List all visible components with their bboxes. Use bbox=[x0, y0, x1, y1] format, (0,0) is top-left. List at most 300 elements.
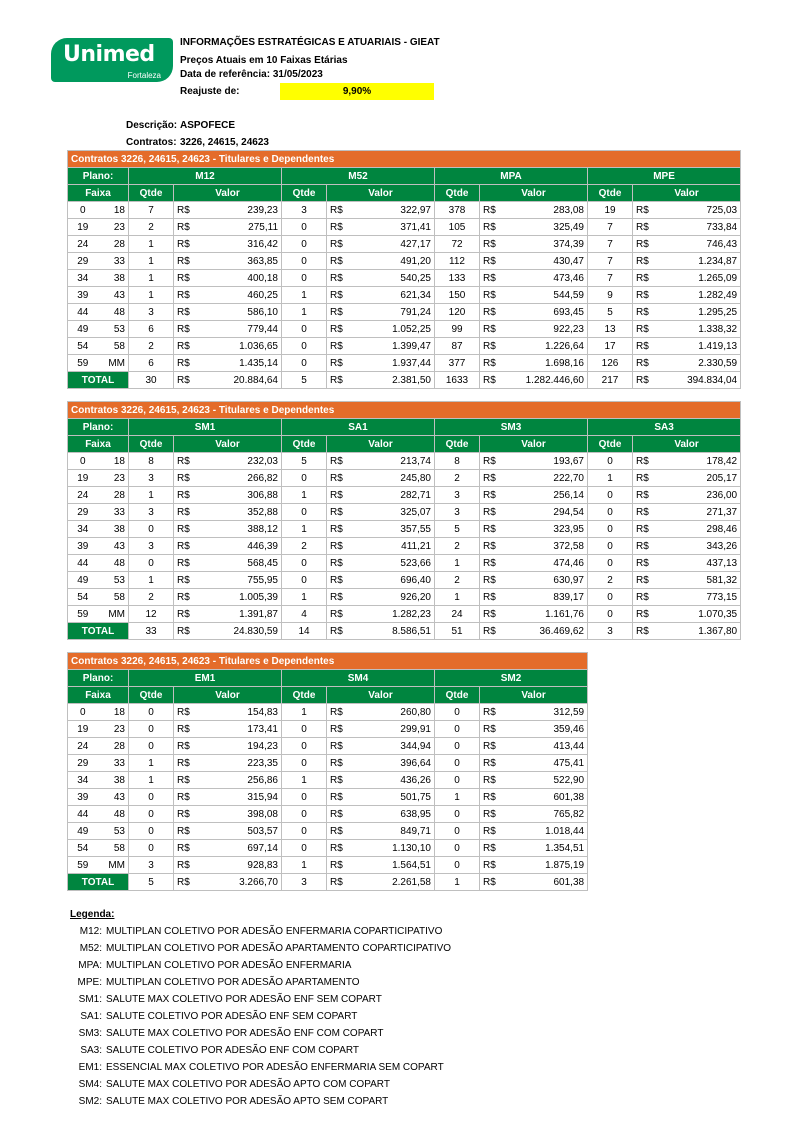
currency-cell: R$ bbox=[480, 704, 502, 721]
faixa-end: 28 bbox=[98, 236, 129, 253]
legend-code: SM3: bbox=[78, 1028, 102, 1039]
qtde-cell: 7 bbox=[588, 219, 633, 236]
qtde-cell: 0 bbox=[435, 823, 480, 840]
qtde-cell: 0 bbox=[129, 738, 174, 755]
faixa-end: 28 bbox=[98, 738, 129, 755]
faixa-start: 24 bbox=[68, 236, 98, 253]
currency-cell: R$ bbox=[327, 538, 349, 555]
faixa-end: 53 bbox=[98, 321, 129, 338]
qtde-cell: 2 bbox=[435, 538, 480, 555]
total-qtde: 217 bbox=[588, 372, 633, 389]
valor-cell: 236,00 bbox=[655, 487, 741, 504]
qtde-cell: 0 bbox=[129, 806, 174, 823]
qtde-cell: 19 bbox=[588, 202, 633, 219]
qtde-cell: 1 bbox=[282, 304, 327, 321]
valor-cell: 323,95 bbox=[502, 521, 588, 538]
total-valor: 20.884,64 bbox=[196, 372, 282, 389]
currency-cell: R$ bbox=[480, 589, 502, 606]
valor-header: Valor bbox=[174, 687, 282, 704]
qtde-cell: 3 bbox=[435, 487, 480, 504]
faixa-start: 44 bbox=[68, 806, 98, 823]
valor-cell: 586,10 bbox=[196, 304, 282, 321]
valor-cell: 779,44 bbox=[196, 321, 282, 338]
valor-cell: 697,14 bbox=[196, 840, 282, 857]
valor-cell: 1.937,44 bbox=[349, 355, 435, 372]
qtde-cell: 0 bbox=[282, 504, 327, 521]
valor-cell: 312,59 bbox=[502, 704, 588, 721]
contratos-label: Contratos: bbox=[126, 137, 177, 148]
valor-cell: 568,45 bbox=[196, 555, 282, 572]
faixa-end: 48 bbox=[98, 806, 129, 823]
qtde-cell: 0 bbox=[435, 806, 480, 823]
qtde-cell: 17 bbox=[588, 338, 633, 355]
valor-cell: 260,80 bbox=[349, 704, 435, 721]
price-table-3 bbox=[67, 652, 588, 891]
valor-cell: 372,58 bbox=[502, 538, 588, 555]
plan-name: SM4 bbox=[282, 670, 435, 687]
currency-cell: R$ bbox=[633, 304, 655, 321]
currency-cell: R$ bbox=[327, 857, 349, 874]
legend-code: SM2: bbox=[78, 1096, 102, 1107]
faixa-end: 18 bbox=[98, 704, 129, 721]
total-valor: 24.830,59 bbox=[196, 623, 282, 640]
qtde-cell: 0 bbox=[435, 738, 480, 755]
table-row bbox=[68, 521, 741, 538]
table-row bbox=[68, 857, 588, 874]
valor-cell: 437,13 bbox=[655, 555, 741, 572]
valor-cell: 1.234,87 bbox=[655, 253, 741, 270]
valor-cell: 436,26 bbox=[349, 772, 435, 789]
currency-cell: R$ bbox=[327, 236, 349, 253]
valor-cell: 540,25 bbox=[349, 270, 435, 287]
currency-cell: R$ bbox=[174, 806, 196, 823]
currency-cell: R$ bbox=[327, 840, 349, 857]
valor-cell: 693,45 bbox=[502, 304, 588, 321]
qtde-cell: 2 bbox=[435, 470, 480, 487]
valor-cell: 1.564,51 bbox=[349, 857, 435, 874]
valor-cell: 1.036,65 bbox=[196, 338, 282, 355]
currency-cell: R$ bbox=[327, 270, 349, 287]
qtde-cell: 5 bbox=[282, 453, 327, 470]
valor-cell: 1.018,44 bbox=[502, 823, 588, 840]
table-row bbox=[68, 738, 588, 755]
report-title: INFORMAÇÕES ESTRATÉGICAS E ATUARIAIS - GIEAT bbox=[180, 37, 440, 48]
valor-cell: 765,82 bbox=[502, 806, 588, 823]
table-row bbox=[68, 704, 588, 721]
qtde-cell: 7 bbox=[588, 270, 633, 287]
table-row bbox=[68, 304, 741, 321]
valor-cell: 1.419,13 bbox=[655, 338, 741, 355]
qtde-cell: 0 bbox=[282, 806, 327, 823]
table-row bbox=[68, 355, 741, 372]
total-qtde: 33 bbox=[129, 623, 174, 640]
valor-cell: 630,97 bbox=[502, 572, 588, 589]
legend-item bbox=[70, 1093, 451, 1110]
table-row bbox=[68, 287, 741, 304]
qtde-cell: 1 bbox=[435, 555, 480, 572]
valor-cell: 266,82 bbox=[196, 470, 282, 487]
qtde-cell: 3 bbox=[282, 202, 327, 219]
valor-cell: 746,43 bbox=[655, 236, 741, 253]
valor-cell: 315,94 bbox=[196, 789, 282, 806]
total-qtde: 5 bbox=[282, 372, 327, 389]
legend-text: SALUTE COLETIVO POR ADESÃO ENF COM COPART bbox=[106, 1045, 360, 1056]
valor-cell: 1.282,49 bbox=[655, 287, 741, 304]
qtde-cell: 1 bbox=[129, 253, 174, 270]
plano-label: Plano: bbox=[68, 419, 129, 436]
valor-cell: 928,83 bbox=[196, 857, 282, 874]
valor-cell: 283,08 bbox=[502, 202, 588, 219]
faixa-start: 0 bbox=[68, 453, 98, 470]
table-row bbox=[68, 338, 741, 355]
valor-cell: 245,80 bbox=[349, 470, 435, 487]
qtde-cell: 1 bbox=[588, 470, 633, 487]
total-qtde: 1 bbox=[435, 874, 480, 891]
table-row bbox=[68, 470, 741, 487]
qtde-cell: 0 bbox=[588, 606, 633, 623]
legend-title: Legenda: bbox=[70, 909, 115, 920]
faixa-end: 38 bbox=[98, 521, 129, 538]
qtde-cell: 378 bbox=[435, 202, 480, 219]
valor-cell: 213,74 bbox=[349, 453, 435, 470]
qtde-header: Qtde bbox=[435, 436, 480, 453]
valor-cell: 1.338,32 bbox=[655, 321, 741, 338]
currency-cell: R$ bbox=[327, 453, 349, 470]
table-row bbox=[68, 504, 741, 521]
faixa-start: 59 bbox=[68, 355, 98, 372]
faixa-start: 39 bbox=[68, 538, 98, 555]
valor-cell: 1.875,19 bbox=[502, 857, 588, 874]
valor-cell: 316,42 bbox=[196, 236, 282, 253]
currency-cell: R$ bbox=[633, 236, 655, 253]
currency-cell: R$ bbox=[633, 606, 655, 623]
faixa-start: 0 bbox=[68, 704, 98, 721]
valor-cell: 223,35 bbox=[196, 755, 282, 772]
plan-name: SM3 bbox=[435, 419, 588, 436]
valor-cell: 430,47 bbox=[502, 253, 588, 270]
valor-cell: 371,41 bbox=[349, 219, 435, 236]
valor-cell: 544,59 bbox=[502, 287, 588, 304]
faixa-start: 29 bbox=[68, 253, 98, 270]
qtde-cell: 0 bbox=[282, 338, 327, 355]
valor-cell: 1.399,47 bbox=[349, 338, 435, 355]
reference-date: Data de referência: 31/05/2023 bbox=[180, 69, 323, 80]
reajuste-value: 9,90% bbox=[280, 83, 434, 100]
currency-cell: R$ bbox=[174, 772, 196, 789]
qtde-cell: 0 bbox=[588, 453, 633, 470]
qtde-cell: 126 bbox=[588, 355, 633, 372]
total-valor: 8.586,51 bbox=[349, 623, 435, 640]
qtde-cell: 7 bbox=[588, 253, 633, 270]
currency-cell: R$ bbox=[174, 202, 196, 219]
table-title: Contratos 3226, 24615, 24623 - Titulares e Dependentes bbox=[68, 653, 588, 670]
plan-name: M52 bbox=[282, 168, 435, 185]
currency-cell: R$ bbox=[633, 589, 655, 606]
valor-cell: 194,23 bbox=[196, 738, 282, 755]
valor-cell: 205,17 bbox=[655, 470, 741, 487]
currency-cell: R$ bbox=[480, 236, 502, 253]
qtde-cell: 1 bbox=[129, 270, 174, 287]
currency-cell: R$ bbox=[633, 270, 655, 287]
faixa-start: 24 bbox=[68, 487, 98, 504]
currency-cell: R$ bbox=[327, 789, 349, 806]
valor-cell: 411,21 bbox=[349, 538, 435, 555]
currency-cell: R$ bbox=[174, 270, 196, 287]
faixa-start: 29 bbox=[68, 755, 98, 772]
legend-code: SM4: bbox=[78, 1079, 102, 1090]
currency-cell: R$ bbox=[633, 470, 655, 487]
currency-cell: R$ bbox=[480, 555, 502, 572]
valor-cell: 294,54 bbox=[502, 504, 588, 521]
valor-header: Valor bbox=[327, 185, 435, 202]
faixa-end: 53 bbox=[98, 823, 129, 840]
currency-cell: R$ bbox=[174, 874, 196, 891]
currency-cell: R$ bbox=[480, 772, 502, 789]
qtde-cell: 3 bbox=[129, 470, 174, 487]
currency-cell: R$ bbox=[327, 321, 349, 338]
qtde-cell: 0 bbox=[129, 789, 174, 806]
qtde-cell: 0 bbox=[282, 572, 327, 589]
valor-cell: 503,57 bbox=[196, 823, 282, 840]
currency-cell: R$ bbox=[327, 874, 349, 891]
valor-cell: 325,49 bbox=[502, 219, 588, 236]
qtde-cell: 1 bbox=[282, 589, 327, 606]
qtde-cell: 0 bbox=[282, 470, 327, 487]
qtde-cell: 7 bbox=[588, 236, 633, 253]
valor-cell: 1.435,14 bbox=[196, 355, 282, 372]
valor-cell: 232,03 bbox=[196, 453, 282, 470]
faixa-end: 33 bbox=[98, 253, 129, 270]
legend-code: M52: bbox=[79, 943, 102, 954]
qtde-cell: 1 bbox=[129, 772, 174, 789]
plan-name: EM1 bbox=[129, 670, 282, 687]
qtde-header: Qtde bbox=[282, 687, 327, 704]
currency-cell: R$ bbox=[480, 287, 502, 304]
currency-cell: R$ bbox=[327, 772, 349, 789]
faixa-end: 23 bbox=[98, 721, 129, 738]
valor-cell: 460,25 bbox=[196, 287, 282, 304]
currency-cell: R$ bbox=[480, 738, 502, 755]
valor-cell: 400,18 bbox=[196, 270, 282, 287]
total-qtde: 3 bbox=[588, 623, 633, 640]
qtde-cell: 2 bbox=[129, 589, 174, 606]
qtde-cell: 3 bbox=[435, 504, 480, 521]
qtde-cell: 0 bbox=[588, 589, 633, 606]
valor-cell: 922,23 bbox=[502, 321, 588, 338]
table-row bbox=[68, 755, 588, 772]
faixa-start: 19 bbox=[68, 721, 98, 738]
currency-cell: R$ bbox=[327, 738, 349, 755]
currency-cell: R$ bbox=[480, 874, 502, 891]
faixa-end: 43 bbox=[98, 789, 129, 806]
table-row bbox=[68, 823, 588, 840]
valor-cell: 173,41 bbox=[196, 721, 282, 738]
qtde-header: Qtde bbox=[588, 185, 633, 202]
legend-text: MULTIPLAN COLETIVO POR ADESÃO ENFERMARIA COPARTICIPATIVO bbox=[106, 926, 443, 937]
currency-cell: R$ bbox=[480, 789, 502, 806]
faixa-end: 23 bbox=[98, 219, 129, 236]
qtde-cell: 0 bbox=[282, 219, 327, 236]
qtde-cell: 1 bbox=[435, 789, 480, 806]
legend-code: SA1: bbox=[80, 1011, 102, 1022]
qtde-cell: 99 bbox=[435, 321, 480, 338]
qtde-cell: 0 bbox=[282, 789, 327, 806]
currency-cell: R$ bbox=[174, 487, 196, 504]
valor-cell: 696,40 bbox=[349, 572, 435, 589]
faixa-end: 23 bbox=[98, 470, 129, 487]
qtde-cell: 1 bbox=[282, 772, 327, 789]
currency-cell: R$ bbox=[633, 202, 655, 219]
legend-code: SA3: bbox=[80, 1045, 102, 1056]
faixa-end: 48 bbox=[98, 304, 129, 321]
valor-header: Valor bbox=[480, 185, 588, 202]
currency-cell: R$ bbox=[174, 253, 196, 270]
currency-cell: R$ bbox=[633, 355, 655, 372]
qtde-cell: 2 bbox=[129, 219, 174, 236]
currency-cell: R$ bbox=[327, 572, 349, 589]
currency-cell: R$ bbox=[633, 572, 655, 589]
qtde-cell: 8 bbox=[129, 453, 174, 470]
qtde-cell: 1 bbox=[129, 572, 174, 589]
legend-item bbox=[70, 957, 451, 974]
currency-cell: R$ bbox=[327, 721, 349, 738]
valor-cell: 178,42 bbox=[655, 453, 741, 470]
valor-header: Valor bbox=[174, 185, 282, 202]
qtde-cell: 72 bbox=[435, 236, 480, 253]
qtde-cell: 1 bbox=[129, 236, 174, 253]
valor-cell: 926,20 bbox=[349, 589, 435, 606]
total-valor: 601,38 bbox=[502, 874, 588, 891]
qtde-cell: 24 bbox=[435, 606, 480, 623]
currency-cell: R$ bbox=[633, 521, 655, 538]
qtde-cell: 0 bbox=[435, 755, 480, 772]
faixa-end: 58 bbox=[98, 338, 129, 355]
currency-cell: R$ bbox=[327, 287, 349, 304]
faixa-end: 58 bbox=[98, 840, 129, 857]
qtde-cell: 0 bbox=[435, 840, 480, 857]
qtde-cell: 112 bbox=[435, 253, 480, 270]
qtde-cell: 1 bbox=[129, 487, 174, 504]
qtde-cell: 5 bbox=[435, 521, 480, 538]
plan-name: M12 bbox=[129, 168, 282, 185]
valor-cell: 522,90 bbox=[502, 772, 588, 789]
total-row bbox=[68, 372, 741, 389]
valor-cell: 306,88 bbox=[196, 487, 282, 504]
valor-cell: 1.282,23 bbox=[349, 606, 435, 623]
legend-item bbox=[70, 923, 451, 940]
currency-cell: R$ bbox=[174, 372, 196, 389]
legend bbox=[70, 906, 451, 1110]
qtde-cell: 2 bbox=[282, 538, 327, 555]
table-row bbox=[68, 555, 741, 572]
currency-cell: R$ bbox=[327, 504, 349, 521]
qtde-cell: 0 bbox=[129, 840, 174, 857]
currency-cell: R$ bbox=[480, 453, 502, 470]
qtde-cell: 13 bbox=[588, 321, 633, 338]
faixa-end: 18 bbox=[98, 453, 129, 470]
table-row bbox=[68, 806, 588, 823]
currency-cell: R$ bbox=[633, 287, 655, 304]
currency-cell: R$ bbox=[174, 589, 196, 606]
valor-cell: 2.330,59 bbox=[655, 355, 741, 372]
qtde-cell: 377 bbox=[435, 355, 480, 372]
valor-header: Valor bbox=[633, 185, 741, 202]
logo-city: Fortaleza bbox=[127, 71, 161, 80]
valor-cell: 1.354,51 bbox=[502, 840, 588, 857]
valor-cell: 523,66 bbox=[349, 555, 435, 572]
total-valor: 1.367,80 bbox=[655, 623, 741, 640]
legend-item bbox=[70, 974, 451, 991]
faixa-label: Faixa bbox=[68, 436, 129, 453]
currency-cell: R$ bbox=[327, 589, 349, 606]
currency-cell: R$ bbox=[480, 253, 502, 270]
qtde-cell: 87 bbox=[435, 338, 480, 355]
qtde-cell: 0 bbox=[129, 721, 174, 738]
faixa-start: 59 bbox=[68, 857, 98, 874]
currency-cell: R$ bbox=[327, 202, 349, 219]
plan-name: MPE bbox=[588, 168, 741, 185]
valor-cell: 271,37 bbox=[655, 504, 741, 521]
qtde-cell: 9 bbox=[588, 287, 633, 304]
faixa-start: 39 bbox=[68, 287, 98, 304]
price-table-2 bbox=[67, 401, 741, 640]
total-qtde: 30 bbox=[129, 372, 174, 389]
plan-name: MPA bbox=[435, 168, 588, 185]
table-title: Contratos 3226, 24615, 24623 - Titulares e Dependentes bbox=[68, 402, 741, 419]
currency-cell: R$ bbox=[480, 840, 502, 857]
valor-cell: 839,17 bbox=[502, 589, 588, 606]
valor-cell: 322,97 bbox=[349, 202, 435, 219]
descricao-value: ASPOFECE bbox=[180, 120, 236, 131]
faixa-start: 29 bbox=[68, 504, 98, 521]
valor-cell: 363,85 bbox=[196, 253, 282, 270]
valor-cell: 325,07 bbox=[349, 504, 435, 521]
currency-cell: R$ bbox=[174, 840, 196, 857]
legend-item bbox=[70, 1042, 451, 1059]
currency-cell: R$ bbox=[480, 321, 502, 338]
table-row bbox=[68, 721, 588, 738]
valor-cell: 474,46 bbox=[502, 555, 588, 572]
faixa-start: 0 bbox=[68, 202, 98, 219]
valor-cell: 638,95 bbox=[349, 806, 435, 823]
legend-text: SALUTE COLETIVO POR ADESÃO ENF SEM COPART bbox=[106, 1011, 358, 1022]
currency-cell: R$ bbox=[174, 321, 196, 338]
qtde-cell: 2 bbox=[435, 572, 480, 589]
legend-text: SALUTE MAX COLETIVO POR ADESÃO ENF SEM COPART bbox=[106, 994, 382, 1005]
qtde-cell: 3 bbox=[129, 538, 174, 555]
currency-cell: R$ bbox=[480, 372, 502, 389]
valor-cell: 275,11 bbox=[196, 219, 282, 236]
plano-label: Plano: bbox=[68, 670, 129, 687]
qtde-cell: 1 bbox=[282, 487, 327, 504]
valor-cell: 791,24 bbox=[349, 304, 435, 321]
qtde-cell: 0 bbox=[282, 721, 327, 738]
currency-cell: R$ bbox=[174, 623, 196, 640]
plan-name: SM1 bbox=[129, 419, 282, 436]
currency-cell: R$ bbox=[480, 538, 502, 555]
qtde-cell: 0 bbox=[435, 704, 480, 721]
currency-cell: R$ bbox=[174, 555, 196, 572]
faixa-end: 53 bbox=[98, 572, 129, 589]
faixa-start: 59 bbox=[68, 606, 98, 623]
table-row bbox=[68, 253, 741, 270]
valor-header: Valor bbox=[327, 436, 435, 453]
currency-cell: R$ bbox=[633, 372, 655, 389]
valor-cell: 733,84 bbox=[655, 219, 741, 236]
currency-cell: R$ bbox=[633, 487, 655, 504]
currency-cell: R$ bbox=[327, 606, 349, 623]
total-label: TOTAL bbox=[68, 623, 129, 640]
